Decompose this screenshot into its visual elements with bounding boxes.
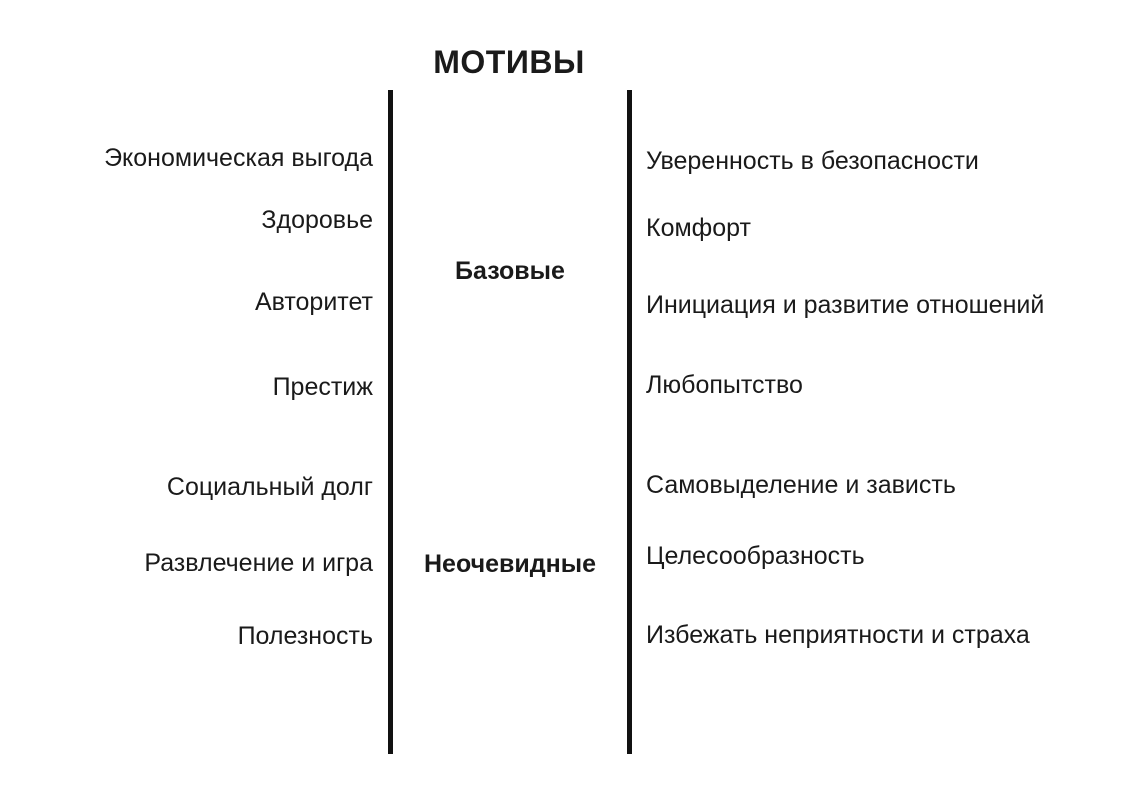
right-item-expediency: Целесообразность bbox=[646, 542, 865, 570]
left-divider-line bbox=[388, 90, 393, 754]
right-item-comfort: Комфорт bbox=[646, 214, 751, 242]
right-item-avoid-fear: Избежать неприятности и страха bbox=[646, 621, 1030, 649]
left-item-authority: Авторитет bbox=[254, 288, 373, 316]
right-divider-line bbox=[627, 90, 632, 754]
left-item-prestige: Престиж bbox=[272, 373, 373, 401]
category-nonobvious: Неочевидные bbox=[424, 550, 596, 578]
left-item-social-duty: Социальный долг bbox=[166, 473, 373, 501]
right-item-safety: Уверенность в безопасности bbox=[646, 147, 979, 175]
right-item-curiosity: Любопытство bbox=[646, 371, 803, 399]
diagram-title: МОТИВЫ bbox=[433, 44, 585, 80]
category-basic: Базовые bbox=[455, 257, 565, 285]
left-item-usefulness: Полезность bbox=[237, 622, 373, 650]
right-item-relationships: Инициация и развитие отношений bbox=[646, 291, 1045, 319]
right-item-envy: Самовыделение и зависть bbox=[646, 471, 956, 499]
left-item-economic-benefit: Экономическая выгода bbox=[104, 144, 373, 172]
left-item-entertainment: Развлечение и игра bbox=[144, 549, 373, 577]
left-item-health: Здоровье bbox=[261, 206, 373, 234]
